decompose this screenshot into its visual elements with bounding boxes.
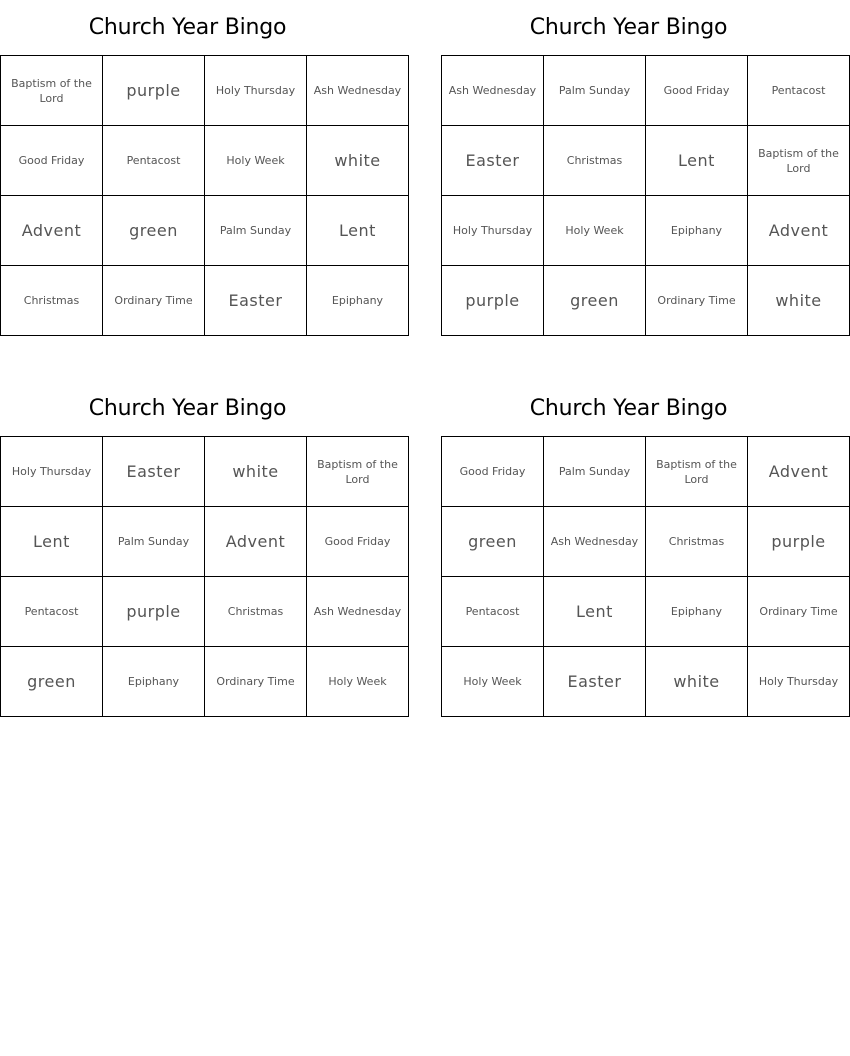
bingo-cell: Christmas	[205, 577, 307, 647]
bingo-cell: Ordinary Time	[748, 577, 850, 647]
bingo-cell: green	[1, 647, 103, 717]
bingo-cell: Ordinary Time	[646, 266, 748, 336]
bingo-cell: white	[646, 647, 748, 717]
bingo-grid	[441, 55, 850, 336]
bingo-cell: Lent	[1, 507, 103, 577]
bingo-cell: Holy Week	[205, 126, 307, 196]
card-title: Church Year Bingo	[88, 396, 287, 421]
bingo-cell: Palm Sunday	[103, 507, 205, 577]
card-title: Church Year Bingo	[529, 15, 728, 40]
bingo-cell: Holy Thursday	[442, 196, 544, 266]
grid-row	[1, 507, 409, 577]
bingo-cell: Holy Week	[442, 647, 544, 717]
bingo-cell: Baptism of the Lord	[1, 56, 103, 126]
bingo-cell: purple	[748, 507, 850, 577]
bingo-cell: Easter	[103, 437, 205, 507]
bingo-cell: Baptism of the Lord	[307, 437, 409, 507]
grid-row	[1, 56, 409, 126]
bingo-cell: white	[307, 126, 409, 196]
bingo-cell: Epiphany	[646, 196, 748, 266]
bingo-cell: Palm Sunday	[544, 437, 646, 507]
bingo-cell: Pentacost	[442, 577, 544, 647]
bingo-cell: Lent	[544, 577, 646, 647]
bingo-cell: Lent	[646, 126, 748, 196]
bingo-cell: Christmas	[646, 507, 748, 577]
bingo-cell: Ash Wednesday	[307, 56, 409, 126]
bingo-cell: Holy Thursday	[1, 437, 103, 507]
bingo-cell: Advent	[748, 196, 850, 266]
bingo-cell: Good Friday	[1, 126, 103, 196]
bingo-cell: white	[205, 437, 307, 507]
bingo-cell: Ash Wednesday	[442, 56, 544, 126]
bingo-cell: Easter	[442, 126, 544, 196]
bingo-cell: Palm Sunday	[205, 196, 307, 266]
bingo-grid	[0, 55, 409, 336]
grid-row	[1, 126, 409, 196]
bingo-cell: Ash Wednesday	[544, 507, 646, 577]
bingo-cell: green	[103, 196, 205, 266]
grid-row	[442, 196, 850, 266]
bingo-cell: Christmas	[544, 126, 646, 196]
card-title: Church Year Bingo	[529, 396, 728, 421]
bingo-cell: Easter	[544, 647, 646, 717]
bingo-cell: Good Friday	[646, 56, 748, 126]
grid-row	[1, 196, 409, 266]
grid-row	[442, 647, 850, 717]
bingo-cell: Christmas	[1, 266, 103, 336]
bingo-cell: Holy Thursday	[748, 647, 850, 717]
bingo-cell: Epiphany	[103, 647, 205, 717]
bingo-cell: white	[748, 266, 850, 336]
grid-row	[1, 437, 409, 507]
bingo-cell: Advent	[748, 437, 850, 507]
bingo-cell: Pentacost	[1, 577, 103, 647]
bingo-cell: Ash Wednesday	[307, 577, 409, 647]
bingo-cell: Palm Sunday	[544, 56, 646, 126]
grid-row	[442, 56, 850, 126]
grid-row	[442, 126, 850, 196]
bingo-cell: Good Friday	[307, 507, 409, 577]
bingo-cell: Holy Thursday	[205, 56, 307, 126]
bingo-cell: green	[442, 507, 544, 577]
card-title: Church Year Bingo	[88, 15, 287, 40]
bingo-cell: Easter	[205, 266, 307, 336]
bingo-cell: purple	[103, 577, 205, 647]
bingo-cell: Pentacost	[103, 126, 205, 196]
bingo-cell: Ordinary Time	[103, 266, 205, 336]
bingo-cell: Advent	[205, 507, 307, 577]
grid-row	[442, 437, 850, 507]
bingo-cell: purple	[442, 266, 544, 336]
bingo-cell: Holy Week	[544, 196, 646, 266]
grid-row	[1, 647, 409, 717]
bingo-cell: Epiphany	[307, 266, 409, 336]
grid-row	[442, 577, 850, 647]
bingo-cell: Baptism of the Lord	[748, 126, 850, 196]
bingo-cell: Epiphany	[646, 577, 748, 647]
grid-row	[442, 266, 850, 336]
bingo-cell: green	[544, 266, 646, 336]
bingo-grid	[441, 436, 850, 717]
bingo-grid	[0, 436, 409, 717]
grid-row	[442, 507, 850, 577]
bingo-cell: Baptism of the Lord	[646, 437, 748, 507]
bingo-cell: Good Friday	[442, 437, 544, 507]
bingo-cell: Lent	[307, 196, 409, 266]
bingo-cell: purple	[103, 56, 205, 126]
bingo-cell: Advent	[1, 196, 103, 266]
bingo-cell: Pentacost	[748, 56, 850, 126]
grid-row	[1, 577, 409, 647]
bingo-cell: Holy Week	[307, 647, 409, 717]
bingo-cell: Ordinary Time	[205, 647, 307, 717]
grid-row	[1, 266, 409, 336]
